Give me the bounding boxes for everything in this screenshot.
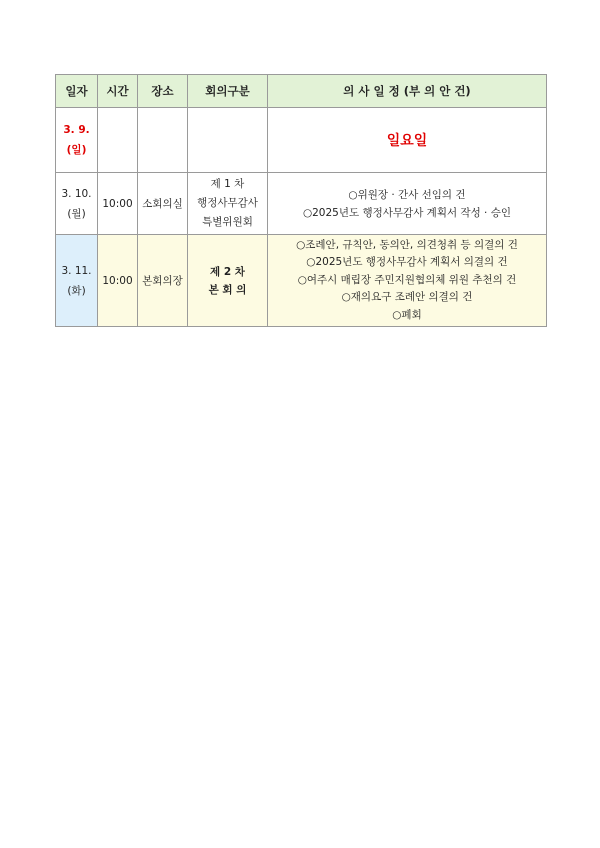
date-line: 3. 9.	[63, 124, 90, 136]
date-line: 3. 11.	[61, 264, 92, 277]
place-cell: 본회의장	[138, 235, 188, 327]
header-row	[56, 75, 547, 108]
agenda-cell	[268, 235, 547, 327]
place-cell	[138, 108, 188, 173]
meeting-type-cell	[188, 173, 268, 235]
meeting-type-cell	[188, 108, 268, 173]
agenda-item: ○2025년도 행정사무감사 계획서 작성 · 승인	[302, 206, 512, 219]
table-row	[56, 108, 547, 173]
table-row	[56, 235, 547, 327]
weekday-line: (월)	[67, 207, 86, 220]
date-cell	[56, 235, 98, 327]
header-place: 장소	[138, 75, 188, 108]
place-cell: 소회의실	[138, 173, 188, 235]
schedule-table	[55, 74, 547, 327]
date-cell	[56, 173, 98, 235]
weekday-line: (화)	[67, 284, 86, 297]
header-time: 시간	[98, 75, 138, 108]
meeting-session: 제 1 차	[210, 178, 245, 190]
agenda-cell	[268, 173, 547, 235]
time-cell: 10:00	[98, 173, 138, 235]
header-agenda: 의 사 일 정 (부 의 안 건)	[268, 75, 547, 108]
meeting-name: 특별위원회	[202, 216, 253, 228]
agenda-item: ○폐회	[392, 308, 422, 321]
date-cell	[56, 108, 98, 173]
table-row	[56, 173, 547, 235]
agenda-item: ○조례안, 규칙안, 동의안, 의견청취 등 의결의 건	[296, 238, 518, 251]
header-date: 일자	[56, 75, 98, 108]
meeting-name: 행정사무감사	[197, 197, 258, 209]
meeting-name: 본 회 의	[208, 283, 247, 296]
meeting-session: 제 2 차	[210, 265, 245, 278]
time-cell	[98, 108, 138, 173]
meeting-type-cell	[188, 235, 268, 327]
header-meeting-type: 회의구분	[188, 75, 268, 108]
weekday-line: (일)	[66, 144, 87, 156]
agenda-item: ○위원장 · 간사 선임의 건	[348, 188, 466, 201]
sunday-label: 일요일	[268, 108, 547, 173]
time-cell: 10:00	[98, 235, 138, 327]
agenda-item: ○2025년도 행정사무감사 계획서 의결의 건	[306, 256, 508, 269]
agenda-item: ○재의요구 조례안 의결의 건	[341, 291, 473, 304]
date-line: 3. 10.	[61, 187, 92, 200]
agenda-item: ○여주시 매립장 주민지원협의체 위원 추천의 건	[297, 273, 517, 286]
